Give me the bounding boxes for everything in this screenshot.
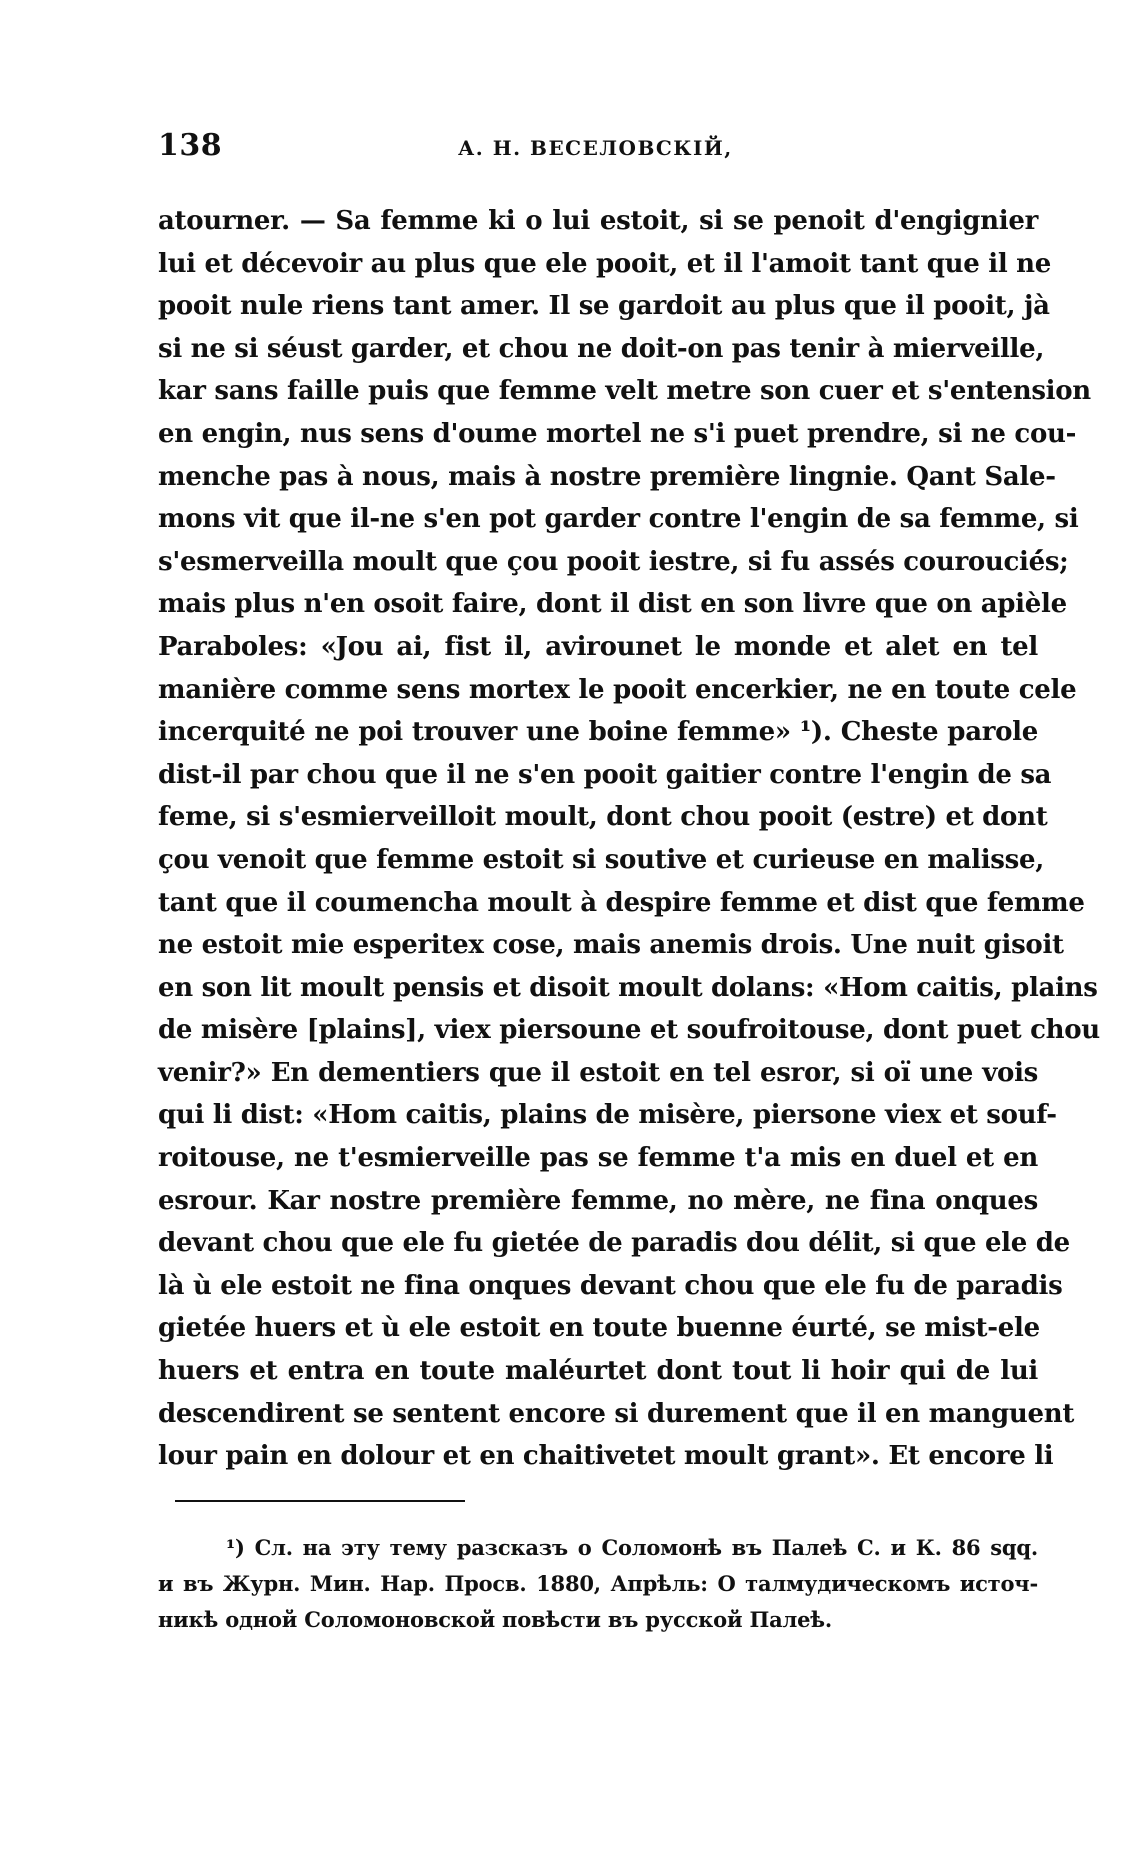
footnote-line: никѣ одной Соломоновской повѣсти въ русской Палеѣ.: [158, 1607, 832, 1632]
main-text: [158, 200, 1100, 1478]
footnote-divider: [175, 1500, 465, 1502]
text-line: esrour. Kar nostre première femme, no mère, ne fina onques: [158, 1185, 1038, 1216]
text-line: de misère [plains], viex piersoune et soufroitouse, dont puet chou: [158, 1015, 1100, 1046]
text-line: là ù ele estoit ne fina onques devant chou que ele fu de paradis: [158, 1270, 1063, 1301]
footnote-line: и въ Журн. Мин. Нар. Просв. 1880, Апрѣль: О талмудическомъ источ-: [158, 1571, 1038, 1596]
text-line: descendirent se sentent encore si durement que il en manguent: [158, 1398, 1075, 1429]
text-line: Paraboles: «Jou ai, fist il, avirounet le monde et alet en tel: [158, 631, 1038, 662]
page-header: [158, 128, 1038, 168]
text-line: feme, si s'esmierveilloit moult, dont chou pooit (estre) et dont: [158, 802, 1048, 833]
text-line: devant chou que ele fu gietée de paradis dou délit, si que ele de: [158, 1228, 1070, 1259]
text-line: manière comme sens mortex le pooit encerkier, ne en toute cele: [158, 674, 1077, 705]
text-line: lour pain en dolour et en chaitivetet moult grant». Et encore li: [158, 1441, 1054, 1472]
text-line: mons vit que il-ne s'en pot garder contre l'engin de sa femme, si: [158, 504, 1079, 535]
text-line: venir?» En dementiers que il estoit en tel esror, si oï une vois: [158, 1057, 1038, 1088]
text-line: ne estoit mie esperitex cose, mais anemis drois. Une nuit gisoit: [158, 930, 1064, 961]
text-line: huers et entra en toute maléurtet dont tout li hoir qui de lui: [158, 1356, 1038, 1387]
text-line: incerquité ne poi trouver une boine femme» ¹). Cheste parole: [158, 717, 1038, 748]
text-line: tant que il coumencha moult à despire femme et dist que femme: [158, 887, 1085, 918]
text-line: mais plus n'en osoit faire, dont il dist en son livre que on apièle: [158, 589, 1067, 620]
page-number: 138: [158, 128, 223, 163]
text-line: dist-il par chou que il ne s'en pooit gaitier contre l'engin de sa: [158, 759, 1052, 790]
text-line: en engin, nus sens d'oume mortel ne s'i puet prendre, si ne cou-: [158, 418, 1077, 449]
text-line: lui et décevoir au plus que ele pooit, et il l'amoit tant que il ne: [158, 248, 1052, 279]
text-line: kar sans faille puis que femme velt metre son cuer et s'entension: [158, 376, 1091, 407]
text-line: çou venoit que femme estoit si soutive et curieuse en malisse,: [158, 844, 1044, 875]
text-line: atourner. — Sa femme ki o lui estoit, si se penoit d'engignier: [158, 206, 1038, 236]
footnote-line: ¹) Сл. на эту тему разсказъ о Соломонѣ въ Палеѣ С. и К. 86 sqq.: [226, 1535, 1038, 1560]
footnotes: [158, 1530, 1038, 1638]
text-line: menche pas à nous, mais à nostre première lingnie. Qant Sale-: [158, 461, 1056, 492]
text-line: gietée huers et ù ele estoit en toute buenne éurté, se mist-ele: [158, 1313, 1040, 1344]
running-head: А. Н. ВЕСЕЛОВСКІЙ,: [458, 136, 733, 160]
text-line: roitouse, ne t'esmierveille pas se femme t'a mis en duel et en: [158, 1143, 1038, 1174]
text-line: qui li dist: «Hom caitis, plains de misère, piersone viex et souf-: [158, 1100, 1057, 1131]
text-line: si ne si séust garder, et chou ne doit-on pas tenir à mierveille,: [158, 333, 1045, 364]
text-line: en son lit moult pensis et disoit moult dolans: «Hom caitis, plains: [158, 972, 1098, 1003]
text-line: s'esmerveilla moult que çou pooit iestre, si fu assés couroucié́s;: [158, 546, 1069, 577]
text-line: pooit nule riens tant amer. Il se gardoit au plus que il pooit, jà: [158, 291, 1050, 322]
